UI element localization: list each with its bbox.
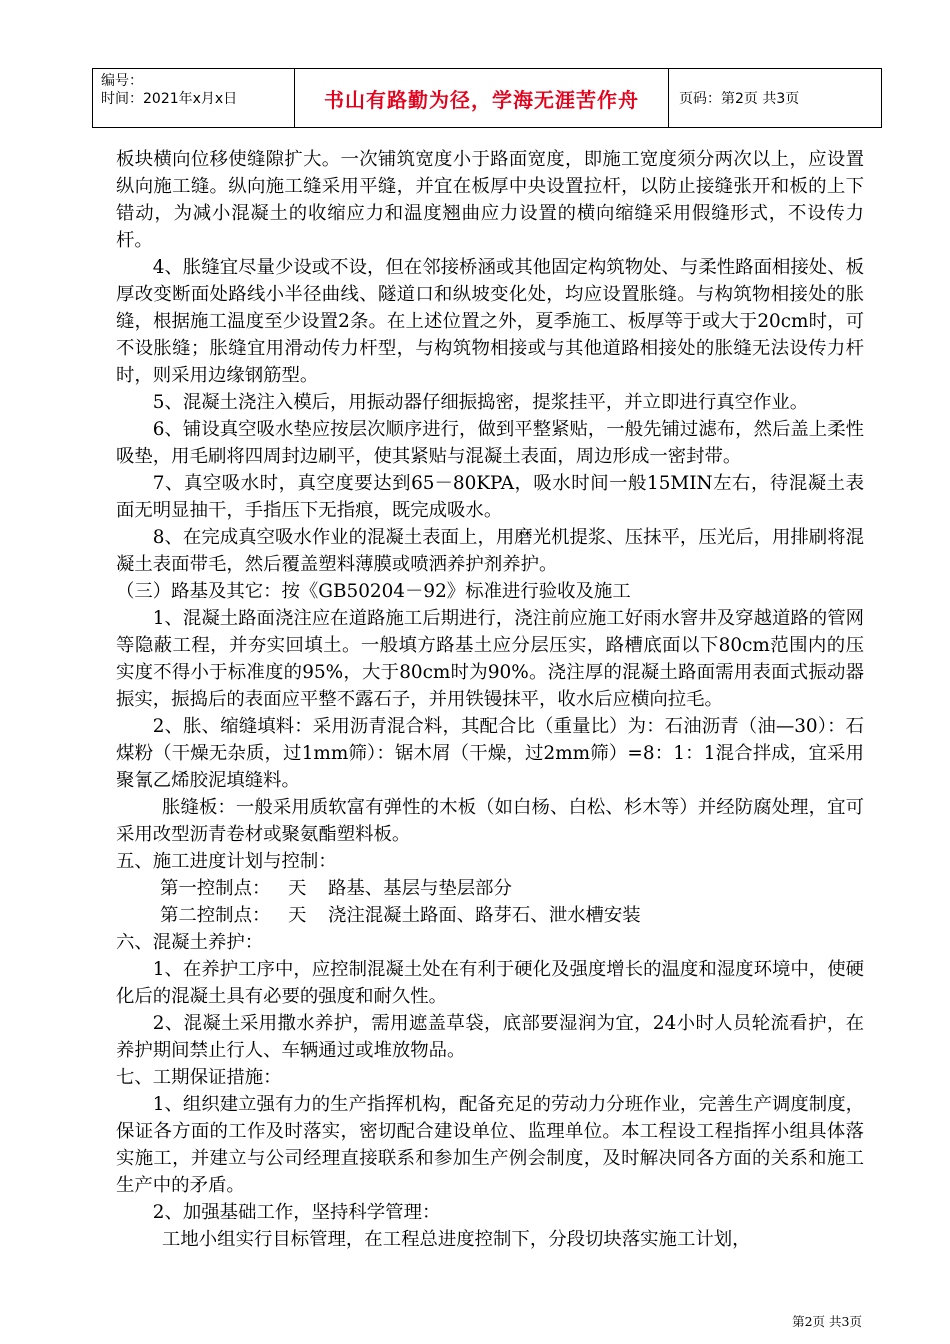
paragraph: 1、在养护工序中，应控制混凝土处在有利于硬化及强度增长的温度和湿度环境中，使硬化后的混凝土具有必要的强度和耐久性。: [116, 959, 864, 1007]
control-point-unit: 天: [288, 878, 307, 899]
section-heading: 七、工期保证措施：: [116, 1067, 282, 1088]
paragraph: 6、铺设真空吸水垫应按层次顺序进行，做到平整紧贴，一般先铺过滤布，然后盖上柔性吸垫，用毛刷将四周封边刷平，使其紧贴与混凝土表面，周边形成一密封带。: [116, 419, 864, 467]
header-motto: 书山有路勤为径，学海无涯苦作舟: [295, 69, 669, 127]
control-point-desc: 浇注混凝土路面、路芽石、泄水槽安装: [328, 905, 641, 926]
paragraph: 1、组织建立强有力的生产指挥机构，配备充足的劳动力分班作业，完善生产调度制度，保证各方面的工作及时落实，密切配合建设单位、监理单位。本工程设工程指挥小组具体落实施工，并建立与公司经理直接联系和参加生产例会制度，及时解决同各方面的关系和施工生产中的矛盾。: [116, 1094, 864, 1196]
control-point-row: [116, 902, 864, 929]
document-time: 时间：2021年x月x日: [101, 91, 238, 107]
paragraph: 胀缝板：一般采用质软富有弹性的木板（如白杨、白松、杉木等）并经防腐处理，宜可采用改型沥青卷材或聚氨酯塑料板。: [116, 797, 864, 845]
paragraph: 工地小组实行目标管理，在工程总进度控制下，分段切块落实施工计划，: [162, 1229, 751, 1250]
control-point-unit: 天: [288, 905, 307, 926]
paragraph: 2、加强基础工作，坚持科学管理：: [152, 1202, 441, 1223]
paragraph: 2、胀、缩缝填料：采用沥青混合料，其配合比（重量比）为：石油沥青（油—30）：石煤粉（干燥无杂质，过1mm筛）：锯木屑（干燥，过2mm筛）=8：1：1混合拌成，宜采用聚氰乙烯胶泥填缝料。: [116, 716, 865, 791]
paragraph: 2、混凝土采用撒水养护，需用遮盖草袋，底部要湿润为宜，24小时人员轮流看护，在养护期间禁止行人、车辆通过或堆放物品。: [116, 1013, 864, 1061]
page-footer: 第2页 共3页: [792, 1314, 862, 1329]
document-body: [116, 146, 864, 1253]
control-point-desc: 路基、基层与垫层部分: [328, 878, 512, 899]
paragraph: 1、混凝土路面浇注应在道路施工后期进行，浇注前应施工好雨水窨井及穿越道路的管网等隐蔽工程，并夯实回填土。一般填方路基土应分层压实，路槽底面以下80cm范围内的压实度不得小于标准度的95%，大于80cm时为90%。浇注厚的混凝土路面需用表面式振动器振实，振捣后的表面应平整不露石子，并用铁镘抹平，收水后应横向拉毛。: [116, 608, 864, 710]
section-heading: （三）路基及其它：按《GB50204－92》标准进行验收及施工: [116, 581, 631, 602]
paragraph: 4、胀缝宜尽量少设或不设，但在邻接桥涵或其他固定构筑物处、与柔性路面相接处、板厚改变断面处路线小半径曲线、隧道口和纵坡变化处，均应设置胀缝。与构筑物相接处的胀缝，根据施工温度至少设置2条。在上述位置之外，夏季施工、板厚等于或大于20cm时，可不设胀缝；胀缝宜用滑动传力杆型，与构筑物相接或与其他道路相接处的胀缝无法设传力杆时，则采用边缘钢筋型。: [116, 257, 864, 386]
control-point-row: [116, 875, 864, 902]
paragraph: 7、真空吸水时，真空度要达到65－80KPA，吸水时间一般15MIN左右，待混凝土表面无明显抽干，手指压下无指痕，既完成吸水。: [116, 473, 864, 521]
section-heading: 五、施工进度计划与控制：: [116, 851, 337, 872]
paragraph: 5、混凝土浇注入模后，用振动器仔细振捣密，提浆挂平，并立即进行真空作业。: [152, 392, 809, 413]
document-number-label: 编号：: [101, 73, 143, 89]
control-point-label: 第二控制点：: [160, 905, 271, 926]
page-header: [92, 68, 882, 128]
paragraph: 8、在完成真空吸水作业的混凝土表面上，用磨光机提浆、压抹平，压光后，用排刷将混凝土表面带毛，然后覆盖塑料薄膜或喷洒养护剂养护。: [116, 527, 864, 575]
section-heading: 六、混凝土养护：: [116, 932, 264, 953]
control-point-label: 第一控制点：: [160, 878, 271, 899]
header-page-info: 页码：第2页 共3页: [679, 91, 800, 107]
header-meta: [93, 69, 295, 127]
paragraph: 板块横向位移使缝隙扩大。一次铺筑宽度小于路面宽度，即施工宽度须分两次以上，应设置纵向施工缝。纵向施工缝采用平缝，并宜在板厚中央设置拉杆，以防止接缝张开和板的上下错动，为减小混凝土的收缩应力和温度翘曲应力设置的横向缩缝采用假缝形式，不设传力杆。: [116, 149, 864, 251]
